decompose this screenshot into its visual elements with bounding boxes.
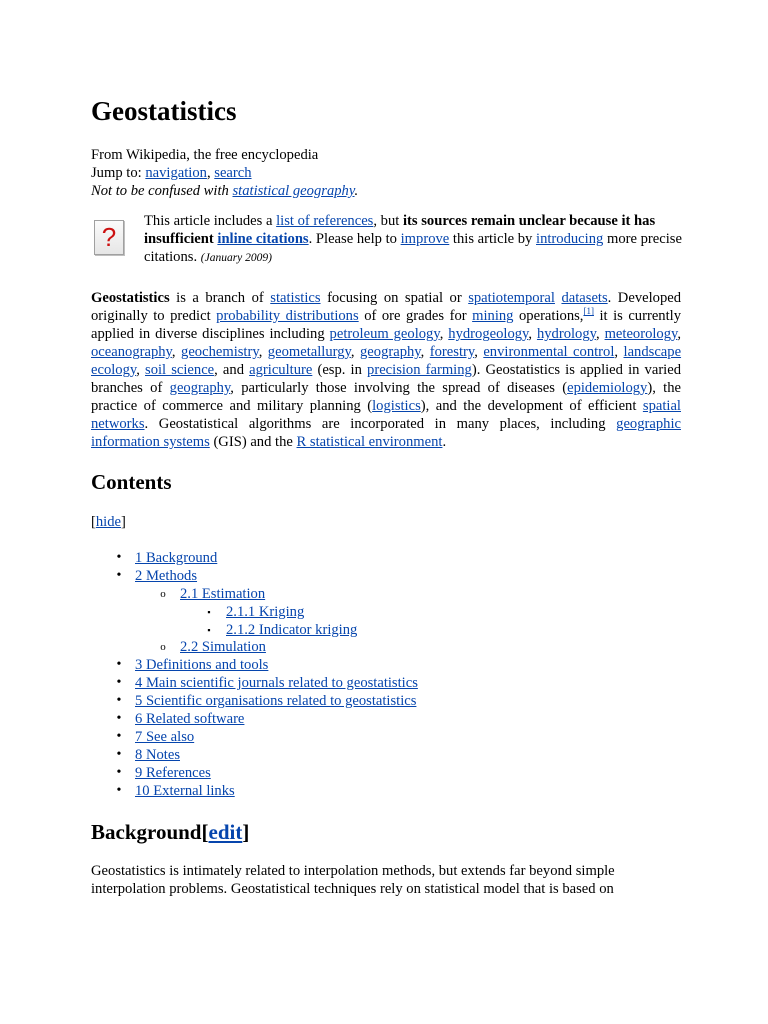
- toc-item: [91, 710, 691, 728]
- toc-item: [91, 549, 691, 567]
- notice-text: This article includes a list of references, but its sources remain unclear because it has insufficient inline citations. Please help to improve this article by introducing more precise citations. (January 2009): [144, 213, 682, 265]
- toc-bullet-icon: •: [116, 657, 122, 673]
- toc-link[interactable]: 9 References: [135, 764, 211, 781]
- hydrology-link[interactable]: hydrology: [536, 326, 596, 342]
- gis-link[interactable]: geographic information systems: [91, 416, 681, 450]
- toc-bullet-icon: ▪: [207, 624, 211, 635]
- question-mark-icon: ?: [94, 220, 124, 255]
- toc-bullet-icon: o: [160, 587, 166, 600]
- toc-item: [91, 603, 691, 621]
- toc-link[interactable]: 8 Notes: [135, 746, 180, 763]
- notice-date: (January 2009): [200, 252, 272, 264]
- toc-link[interactable]: 10 External links: [135, 782, 235, 799]
- toc-item: [91, 567, 691, 585]
- statistics-link[interactable]: statistics: [270, 290, 321, 306]
- toc-item: [91, 674, 691, 692]
- toc-link[interactable]: 5 Scientific organisations related to geostatistics: [135, 693, 417, 710]
- toc-bullet-icon: •: [116, 693, 122, 709]
- meteorology-link[interactable]: meteorology: [604, 326, 678, 342]
- toc-link[interactable]: 2.2 Simulation: [180, 639, 266, 656]
- toc-bullet-icon: o: [160, 641, 166, 654]
- intro-paragraph: Geostatistics is a branch of statistics focusing on spatial or spatiotemporal datasets. Developed originally to predict probability distributions of ore grades for mining operations,[1] it is currently applied in diverse disciplines including petroleum geology, hydrogeology, hydrology, meteorology, oceanography, geochemistry, geometallurgy, geography, forestry, environmental control, landscape ecology, soil science, and agriculture (esp. in precision farming). Geostatistics is applied in varied branches of geography, particularly those involving the spread of diseases (epidemiology), the practice of commerce and military planning (logistics), and the development of efficient spatial networks. Geostatistical algorithms are incorporated in many places, including geographic information systems (GIS) and the R statistical environment.: [91, 290, 682, 450]
- toc-link[interactable]: 2.1 Estimation: [180, 585, 266, 602]
- toc-link[interactable]: 2.1.1 Kriging: [226, 603, 305, 620]
- probability-distributions-link[interactable]: probability distributions: [216, 308, 359, 324]
- toc-item: [91, 692, 691, 710]
- spatiotemporal-link[interactable]: spatiotemporal: [468, 290, 555, 306]
- toc-item: [91, 656, 691, 674]
- citation-1-link[interactable]: [1]: [583, 306, 594, 317]
- toc-item: [91, 764, 691, 782]
- refimprove-notice: [91, 212, 681, 272]
- list-of-references-link[interactable]: list of references: [276, 213, 374, 229]
- agriculture-link[interactable]: agriculture: [249, 362, 313, 378]
- spatial-networks-link[interactable]: spatial networks: [91, 398, 681, 432]
- soil-science-link[interactable]: soil science: [145, 362, 215, 378]
- toc-bullet-icon: •: [116, 746, 122, 762]
- toc-bullet-icon: •: [116, 567, 122, 583]
- toc-bullet-icon: •: [116, 764, 122, 780]
- jump-navigation-link[interactable]: navigation: [145, 165, 207, 181]
- introducing-link[interactable]: introducing: [536, 231, 604, 247]
- page-title: Geostatistics: [91, 96, 237, 126]
- toc-bullet-icon: ▪: [207, 606, 211, 617]
- toc-toggle: [hide]: [91, 514, 126, 530]
- oceanography-link[interactable]: oceanography: [91, 344, 172, 360]
- background-paragraph: Geostatistics is intimately related to interpolation methods, but extends far beyond simple interpolation problems. Geostatistical techniques rely on statistical model that is based on: [91, 863, 615, 897]
- toc-link[interactable]: 7 See also: [135, 728, 195, 745]
- petroleum-geology-link[interactable]: petroleum geology: [329, 326, 440, 342]
- toc-link[interactable]: 4 Main scientific journals related to geostatistics: [135, 675, 418, 692]
- geochemistry-link[interactable]: geochemistry: [181, 344, 259, 360]
- jump-search-link[interactable]: search: [214, 165, 252, 181]
- toc-bullet-icon: •: [116, 782, 122, 798]
- geography-link[interactable]: geography: [360, 344, 421, 360]
- background-edit-link[interactable]: edit: [208, 820, 243, 844]
- environmental-control-link[interactable]: environmental control: [483, 344, 615, 360]
- hydrogeology-link[interactable]: hydrogeology: [448, 326, 529, 342]
- improve-link[interactable]: improve: [400, 231, 450, 247]
- precision-farming-link[interactable]: precision farming: [367, 362, 472, 378]
- jump-links: Jump to: navigation, search: [91, 165, 252, 181]
- site-sub: From Wikipedia, the free encyclopedia: [91, 147, 319, 163]
- forestry-link[interactable]: forestry: [429, 344, 475, 360]
- inline-citations-link[interactable]: inline citations: [217, 231, 309, 247]
- toc-bullet-icon: •: [116, 728, 122, 744]
- landscape-ecology-link[interactable]: landscape ecology: [91, 344, 682, 378]
- toc-item: [91, 621, 691, 639]
- mining-link[interactable]: mining: [472, 308, 514, 324]
- toc-hide-link[interactable]: hide: [95, 514, 122, 530]
- toc-bullet-icon: •: [116, 711, 122, 727]
- toc-item: [91, 585, 691, 603]
- geometallurgy-link[interactable]: geometallurgy: [267, 344, 351, 360]
- toc-link[interactable]: 2.1.2 Indicator kriging: [226, 621, 358, 638]
- toc-link[interactable]: 3 Definitions and tools: [135, 657, 269, 674]
- toc-item: [91, 728, 691, 746]
- toc-item: [91, 782, 691, 800]
- toc-link[interactable]: 2 Methods: [135, 567, 198, 584]
- toc-item: [91, 638, 691, 656]
- epidemiology-link[interactable]: epidemiology: [567, 380, 648, 396]
- statistical-geography-link[interactable]: statistical geography: [232, 183, 355, 199]
- r-environment-link[interactable]: R statistical environment: [296, 434, 443, 450]
- toc-link[interactable]: 1 Background: [135, 550, 218, 566]
- datasets-link[interactable]: datasets: [561, 290, 608, 306]
- article-meta: [91, 146, 681, 200]
- logistics-link[interactable]: logistics: [372, 398, 421, 414]
- contents-heading: Contents: [91, 470, 172, 494]
- toc-item: [91, 746, 691, 764]
- toc-bullet-icon: •: [116, 675, 122, 691]
- toc-link[interactable]: 6 Related software: [135, 711, 245, 728]
- toc-bullet-icon: •: [116, 550, 122, 565]
- hatnote: Not to be confused with statistical geography.: [91, 183, 359, 199]
- table-of-contents: [91, 549, 691, 799]
- geography-link-2[interactable]: geography: [169, 380, 231, 396]
- background-heading: Background[edit]: [91, 820, 250, 844]
